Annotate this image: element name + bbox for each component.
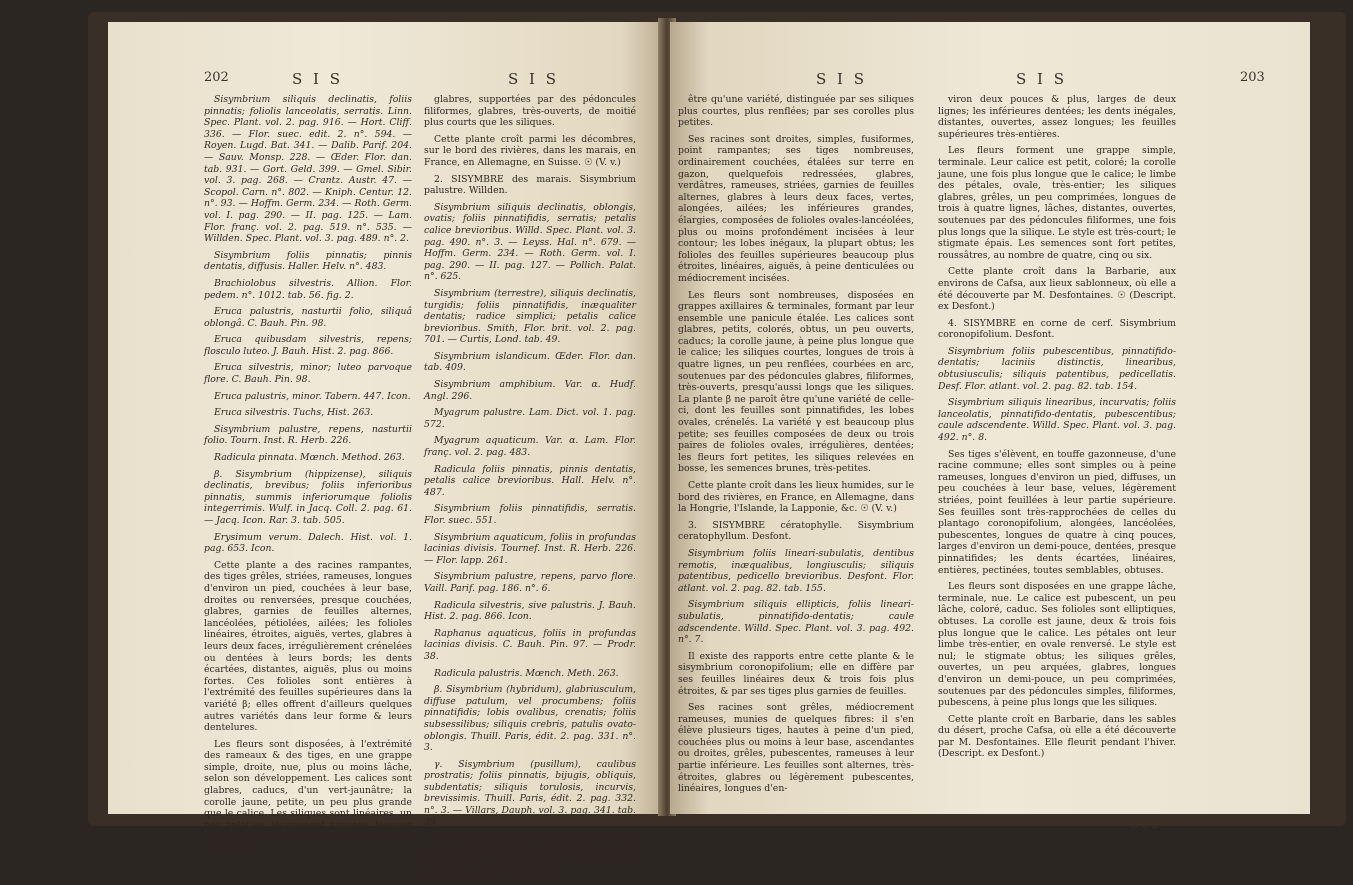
left-col2-paragraph: Sisymbrium palustre, repens, parvo flore. Vaill. Parif. pag. 186. n°. 6. (424, 571, 636, 594)
left-col2-paragraph: Myagrum palustre. Lam. Dict. vol. 1. pag. 572. (424, 407, 636, 430)
right-column-1 (678, 94, 914, 800)
left-column-1 (204, 94, 412, 860)
right-col2-paragraph: Sisymbrium siliquis linearibus, incurvatis; foliis lanceolatis, pinnatifido-dentatis, pubescentibus; caule adscendente. Willd. Spec. Plant. vol. 3. pag. 492. n°. 8. (938, 397, 1176, 444)
left-column-2 (424, 94, 636, 885)
right-col1-paragraph: Ses racines sont grêles, médiocrement rameuses, munies de quelques fibres: il s'en élève plusieurs tiges, hautes à peine d'un pied, couchées plus ou moins à leur base, ascendantes ou droites, grêles, pubescentes, rameuses à leur partie inférieure. Les feuilles sont alternes, très-étroites, glabres ou légèrement pubescentes, linéaires, longues d'en- (678, 702, 914, 795)
right-running-head-1: S I S (816, 70, 868, 88)
right-col2-paragraph: Les fleurs forment une grappe simple, terminale. Leur calice est petit, coloré; la corolle jaune, une fois plus longue que le calice; le limbe des pétales, ovale, très-entier; les siliques glabres, grêles, un peu comprimées, longues de trois à quatre lignes, lâches, distantes, ouvertes, soutenues par des pédoncules filiformes, une fois plus longs que la silique. Le style est très-court; le stigmate épais. Les semences sont fort petites, roussâtres, au nombre de quatre, cinq ou six. (938, 145, 1176, 261)
left-col2-paragraph: Sisymbrium amphibium. Var. α. Hudf. Angl. 296. (424, 379, 636, 402)
left-page-number: 202 (204, 70, 229, 85)
right-col1-paragraph: Il existe des rapports entre cette plante & le sisymbrium coronopifolium; elle en diffère par ses feuilles linéaires deux & trois fois plus étroites, & par ses tiges plus garnies de feuilles. (678, 650, 914, 697)
left-page (108, 22, 666, 880)
right-col2-paragraph: Cette plante croît en Barbarie, dans les sables du désert, proche Cafsa, où elle a été découverte par M. Desfontaines. Elle fleurit pendant l'hiver. (Descript. ex Desfont.) (938, 713, 1176, 760)
left-col2-paragraph: glabres, supportées par des pédoncules filiformes, glabres, très-ouverts, de moitié plus courts que les siliques. (424, 94, 636, 129)
right-page (670, 22, 1310, 831)
left-col2-paragraph: Radicula silvestris, sive palustris. J. Bauh. Hist. 2. pag. 866. Icon. (424, 599, 636, 623)
left-col1-paragraph: β. Sisymbrium (hippizense), siliquis declinatis, brevibus; foliis inferioribus pinnatis, summis inferiorumque foliolis integerrimis. Wulf. in Jacq. Coll. 2. pag. 61. — Jacq. Icon. Rar. 3. tab. 505. (204, 468, 412, 526)
left-col2-paragraph: Sisymbrium siliquis declinatis, oblongis, ovatis; foliis pinnatifidis, serratis; petalis calice brevioribus. Willd. Spec. Plant. vol. 3. pag. 490. n°. 3. — Leyss. Hal. n°. 679. — Hoffm. Germ. 234. — Roth. Germ. vol. I. pag. 290. — II. pag. 127. — Pollich. Palat. n°. 625. (424, 201, 636, 283)
left-col2-paragraph: Myagrum aquaticum. Var. α. Lam. Flor. franç. vol. 2. pag. 483. (424, 435, 636, 459)
right-column-2 (938, 94, 1176, 765)
left-col2-paragraph: Radicula palustris. Mœnch. Meth. 263. (434, 667, 619, 679)
left-col1-paragraph: Eruca palustris, nasturtii folio, siliquâ oblongâ. C. Bauh. Pin. 98. (204, 306, 412, 329)
left-col1-paragraph: Erysimum verum. Dalech. Hist. vol. 1. pag. 653. Icon. (204, 531, 412, 555)
left-col1-paragraph: Eruca palustris, minor. Tabern. 447. Icon. (214, 390, 411, 402)
right-col2-paragraph: viron deux pouces & plus, larges de deux lignes; les inférieures dentées; les dents inégales, distantes, ouvertes, assez longues; les feuilles supérieures très-entières. (938, 94, 1176, 140)
left-col2-paragraph: γ. Sisymbrium (pusillum), caulibus prostratis; foliis pinnatis, bijugis, obliquis, subdentatis; siliquis torulosis, incurvis, brevissimis. Thuill. Paris, édit. 2. pag. 332. n°. 3. — Villars, Dauph. vol. 3. pag. 341. tab. 39. (424, 758, 636, 828)
right-col1-paragraph: être qu'une variété, distinguée par ses siliques plus courtes, plus renflées; par ses corolles plus petites. (678, 94, 914, 129)
left-col1-paragraph: Eruca quibusdam silvestris, repens; flosculo luteo. J. Bauh. Hist. 2. pag. 866. (204, 334, 412, 357)
right-col1-paragraph: Sisymbrium siliquis ellipticis, foliis lineari-subulatis, pinnatifido-dentatis; caule adscendente. Willd. Spec. Plant. vol. 3. pag. 492. n°. 7. (678, 599, 914, 646)
right-col1-paragraph: Sisymbrium foliis lineari-subulatis, dentibus remotis, inæqualibus, longiusculis; siliquis patentibus, pedicello brevioribus. Desfont. Flor. atlant. vol. 2. pag. 82. tab. 155. (678, 547, 914, 594)
left-running-head-2: S I S (508, 70, 560, 88)
left-col2-paragraph: Sisymbrium (terrestre), siliquis declinatis, turgidis; foliis pinnatifidis, inæqualiter dentatis; radice simplici; petalis calice brevioribus. Smith, Flor. brit. vol. 2. pag. 701. — Curtis, Lond. tab. 49. (424, 287, 636, 346)
left-col1-paragraph: Radicula pinnata. Mœnch. Method. 263. (214, 452, 405, 464)
right-running-head-2: S I S (1016, 70, 1068, 88)
signature-mark: C c 2 (1130, 818, 1159, 831)
left-col1-paragraph: Cette plante a des racines rampantes, des tiges grêles, striées, rameuses, longues d'environ un pied, couchées à leur base, droites ou renversées, presque couchées, glabres, garnies de feuilles alternes, lancéolées, pétiolées, ailées; les folioles linéaires, étroites, aiguës, vertes, glabres à leurs deux faces, irrégulièrement crénelées ou dentées à leurs bords; les dents écartées, distantes, aiguës, plus ou moins fortes. Ces folioles sont entières à l'extrémité des feuilles supérieures dans la variété β; elles offrent d'ailleurs quelques autres variétés dans leur forme & leurs dentelures. (204, 559, 412, 734)
right-col2-paragraph: 4. SISYMBRE en corne de cerf. Sisymbrium coronopifolium. Desfont. (938, 317, 1176, 341)
left-col2-paragraph: Sisymbrium islandicum. Œder. Flor. dan. tab. 409. (424, 350, 636, 374)
right-page-number: 203 (1240, 70, 1265, 85)
left-col1-paragraph: Eruca silvestris. Tuchs, Hist. 263. (214, 407, 374, 419)
left-col2-paragraph: Sisymbrium foliis pinnatifidis, serratis. Flor. suec. 551. (424, 503, 636, 526)
left-col1-paragraph: Sisymbrium siliquis declinatis, foliis pinnatis; foliolis lanceolatis, serratis. Linn. Spec. Plant. vol. 2. pag. 916. — Hort. Cliff. 336. — Flor. suec. edit. 2. n°. 594. — Royen. Lugd. Bat. 341. — Dalib. Parif. 204. — Sauv. Monsp. 228. — Œder. Flor. dan. tab. 931. — Gort. Geld. 399. — Gmel. Sibir. vol. 3. pag. 268. — Crantz. Austr. 47. — Scopol. Carn. n°. 802. — Kniph. Centur. 12. n°. 93. — Hoffm. Germ. 234. — Roth. Germ. vol. I. pag. 290. — II. pag. 125. — Lam. Flor. franç. vol. 2. pag. 519. n°. 535. — Willden. Spec. Plant. vol. 3. pag. 489. n°. 2. (204, 94, 412, 245)
left-col2-paragraph: Il y a beaucoup de rapports entre cette espèce & le sisymbrium silvestre, avec lequel elle paroît avoir été d'abord confondue, & qui n'en est peut- (424, 833, 636, 880)
right-col2-paragraph: Les fleurs sont disposées en une grappe lâche, terminale, nue. Le calice est pubescent, un peu lâche, coloré, caduc. Ses folioles sont elliptiques, obtuses. La corolle est jaune, deux & trois fois plus longue que le calice. Les pétales ont leur limbe très-entier, en ovale renversé. Le style est nul; le stigmate obtus; les siliques grêles, ouvertes, un peu arquées, glabres, longues d'environ un demi-pouce, un peu comprimées, soutenues par des pédoncules simples, filiformes, pubescens, à peine plus longs que les siliques. (938, 581, 1176, 709)
left-col1-paragraph: Sisymbrium foliis pinnatis; pinnis dentatis, diffusis. Haller. Helv. n°. 483. (204, 249, 412, 273)
left-col2-paragraph: Sisymbrium aquaticum, foliis in profundas lacinias divisis. Tournef. Inst. R. Herb. 226. — Flor. lapp. 261. (424, 531, 636, 566)
right-col2-paragraph: Ses tiges s'élèvent, en touffe gazonneuse, d'une racine commune; elles sont simples ou à peine rameuses, longues d'environ un pied, diffuses, un peu couchées à leur base, velues, légèrement striées, point feuillées à leur partie supérieure. Ses feuilles sont très-rapprochées de celles du plantago coronopifolium, alongées, lancéolées, pubescentes, longues de quatre à cinq pouces, larges d'environ un demi-pouce, dentées, presque pinnatifides; les dents écartées, linéaires, entières, pectinées, toutes semblables, obtuses. (938, 448, 1176, 576)
right-col2-paragraph: Sisymbrium foliis pubescentibus, pinnatifido-dentatis; laciniis distinctis, linearibus, obtusiusculis; siliquis patentibus, pedicellatis. Desf. Flor. atlant. vol. 2. pag. 82. tab. 154. (938, 345, 1176, 392)
left-col2-paragraph: Cette plante croît parmi les décombres, sur le bord des rivières, dans les marais, en France, en Allemagne, en Suisse. ☉ (V. v.) (424, 133, 636, 168)
left-col2-paragraph: Raphanus aquaticus, foliis in profundas lacinias divisis. C. Bauh. Pin. 97. — Prodr. 38. (424, 627, 636, 662)
right-col1-paragraph: 3. SISYMBRE cératophylle. Sisymbrium ceratophyllum. Desfont. (678, 519, 914, 543)
right-col1-paragraph: Les fleurs sont nombreuses, disposées en grappes axillaires & terminales, formant par leur ensemble une panicule étalée. Les calices sont glabres, petits, colorés, obtus, un peu ouverts, caducs; la corolle jaune, à peine plus longue que le calice; les siliques courtes, longues de trois à quatre lignes, un peu renflées, courbées en arc, soutenues par des pédoncules glabres, filiformes, très-ouverts, presqu'aussi longs que les siliques. La plante β ne paroît être qu'une variété de celle-ci, dont les feuilles sont pinnatifides, les lobes ovales, crénelés. La variété γ est beaucoup plus petite; ses feuilles composées de deux ou trois paires de folioles ovales, irrégulières, dentées; les fleurs fort petites, les siliques relevées en bosse, les semences brunes, très-petites. (678, 289, 914, 475)
right-col1-paragraph: Cette plante croît dans les lieux humides, sur le bord des rivières, en France, en Allemagne, dans la Hongrie, l'Islande, la Lapponie, &c. ☉ (V. v.) (678, 480, 914, 515)
left-col2-paragraph: β. Sisymbrium (hybridum), glabriusculum, diffuse patulum, vel procumbens; foliis pinnatifidis; lobis ovalibus, crenatis; foliis subsessilibus; siliquis crebris, patulis ovato-oblongis. Thuill. Paris, édit. 2. pag. 331. n°. 3. (424, 684, 636, 754)
left-col2-paragraph: Radicula foliis pinnatis, pinnis dentatis, petalis calice brevioribus. Hall. Helv. n°. 487. (424, 463, 636, 498)
left-col1-paragraph: Brachiolobus silvestris. Allion. Flor. pedem. n°. 1012. tab. 56. fig. 2. (204, 277, 412, 301)
right-col2-paragraph: Cette plante croît dans la Barbarie, aux environs de Cafsa, aux lieux sablonneux, où elle a été découverte par M. Desfontaines. ☉ (Descript. ex Desfont.) (938, 266, 1176, 313)
left-col1-paragraph: Les fleurs sont disposées, à l'extrémité des rameaux & des tiges, en une grappe simple, droite, nue, plus ou moins lâche, selon son développement. Les calices sont glabres, caducs, d'un vert-jaunâtre; la corolle jaune, petite, un peu plus grande que le calice. Les siliques sont linéaires, un peu aplaties, légèrement arquées, longues d'environ six lignes & plus, larges d'une ligne, très- (204, 738, 412, 855)
right-col1-paragraph: Ses racines sont droites, simples, fusiformes, point rampantes; ses tiges nombreuses, ordinairement couchées, étalées sur terre en gazon, quelquefois redressées, glabres, verdâtres, rameuses, striées, garnies de feuilles alternes, glabres à leurs deux faces, vertes, alongées, ailées; les inférieures grandes, élargies, composées de folioles ovales-lancéolées, plus ou moins profondément incisées à leur contour; les lobes inégaux, la plupart obtus; les folioles des feuilles supérieures beaucoup plus étroites, linéaires, aiguës, à peine denticulées ou médiocrement incisées. (678, 133, 914, 284)
left-col1-paragraph: Eruca silvestris, minor; luteo parvoque flore. C. Bauh. Pin. 98. (204, 362, 412, 386)
left-running-head-1: S I S (292, 70, 344, 88)
left-col1-paragraph: Sisymbrium palustre, repens, nasturtii folio. Tourn. Inst. R. Herb. 226. (204, 423, 412, 447)
left-col2-paragraph: 2. SISYMBRE des marais. Sisymbrium palustre. Willden. (424, 173, 636, 197)
